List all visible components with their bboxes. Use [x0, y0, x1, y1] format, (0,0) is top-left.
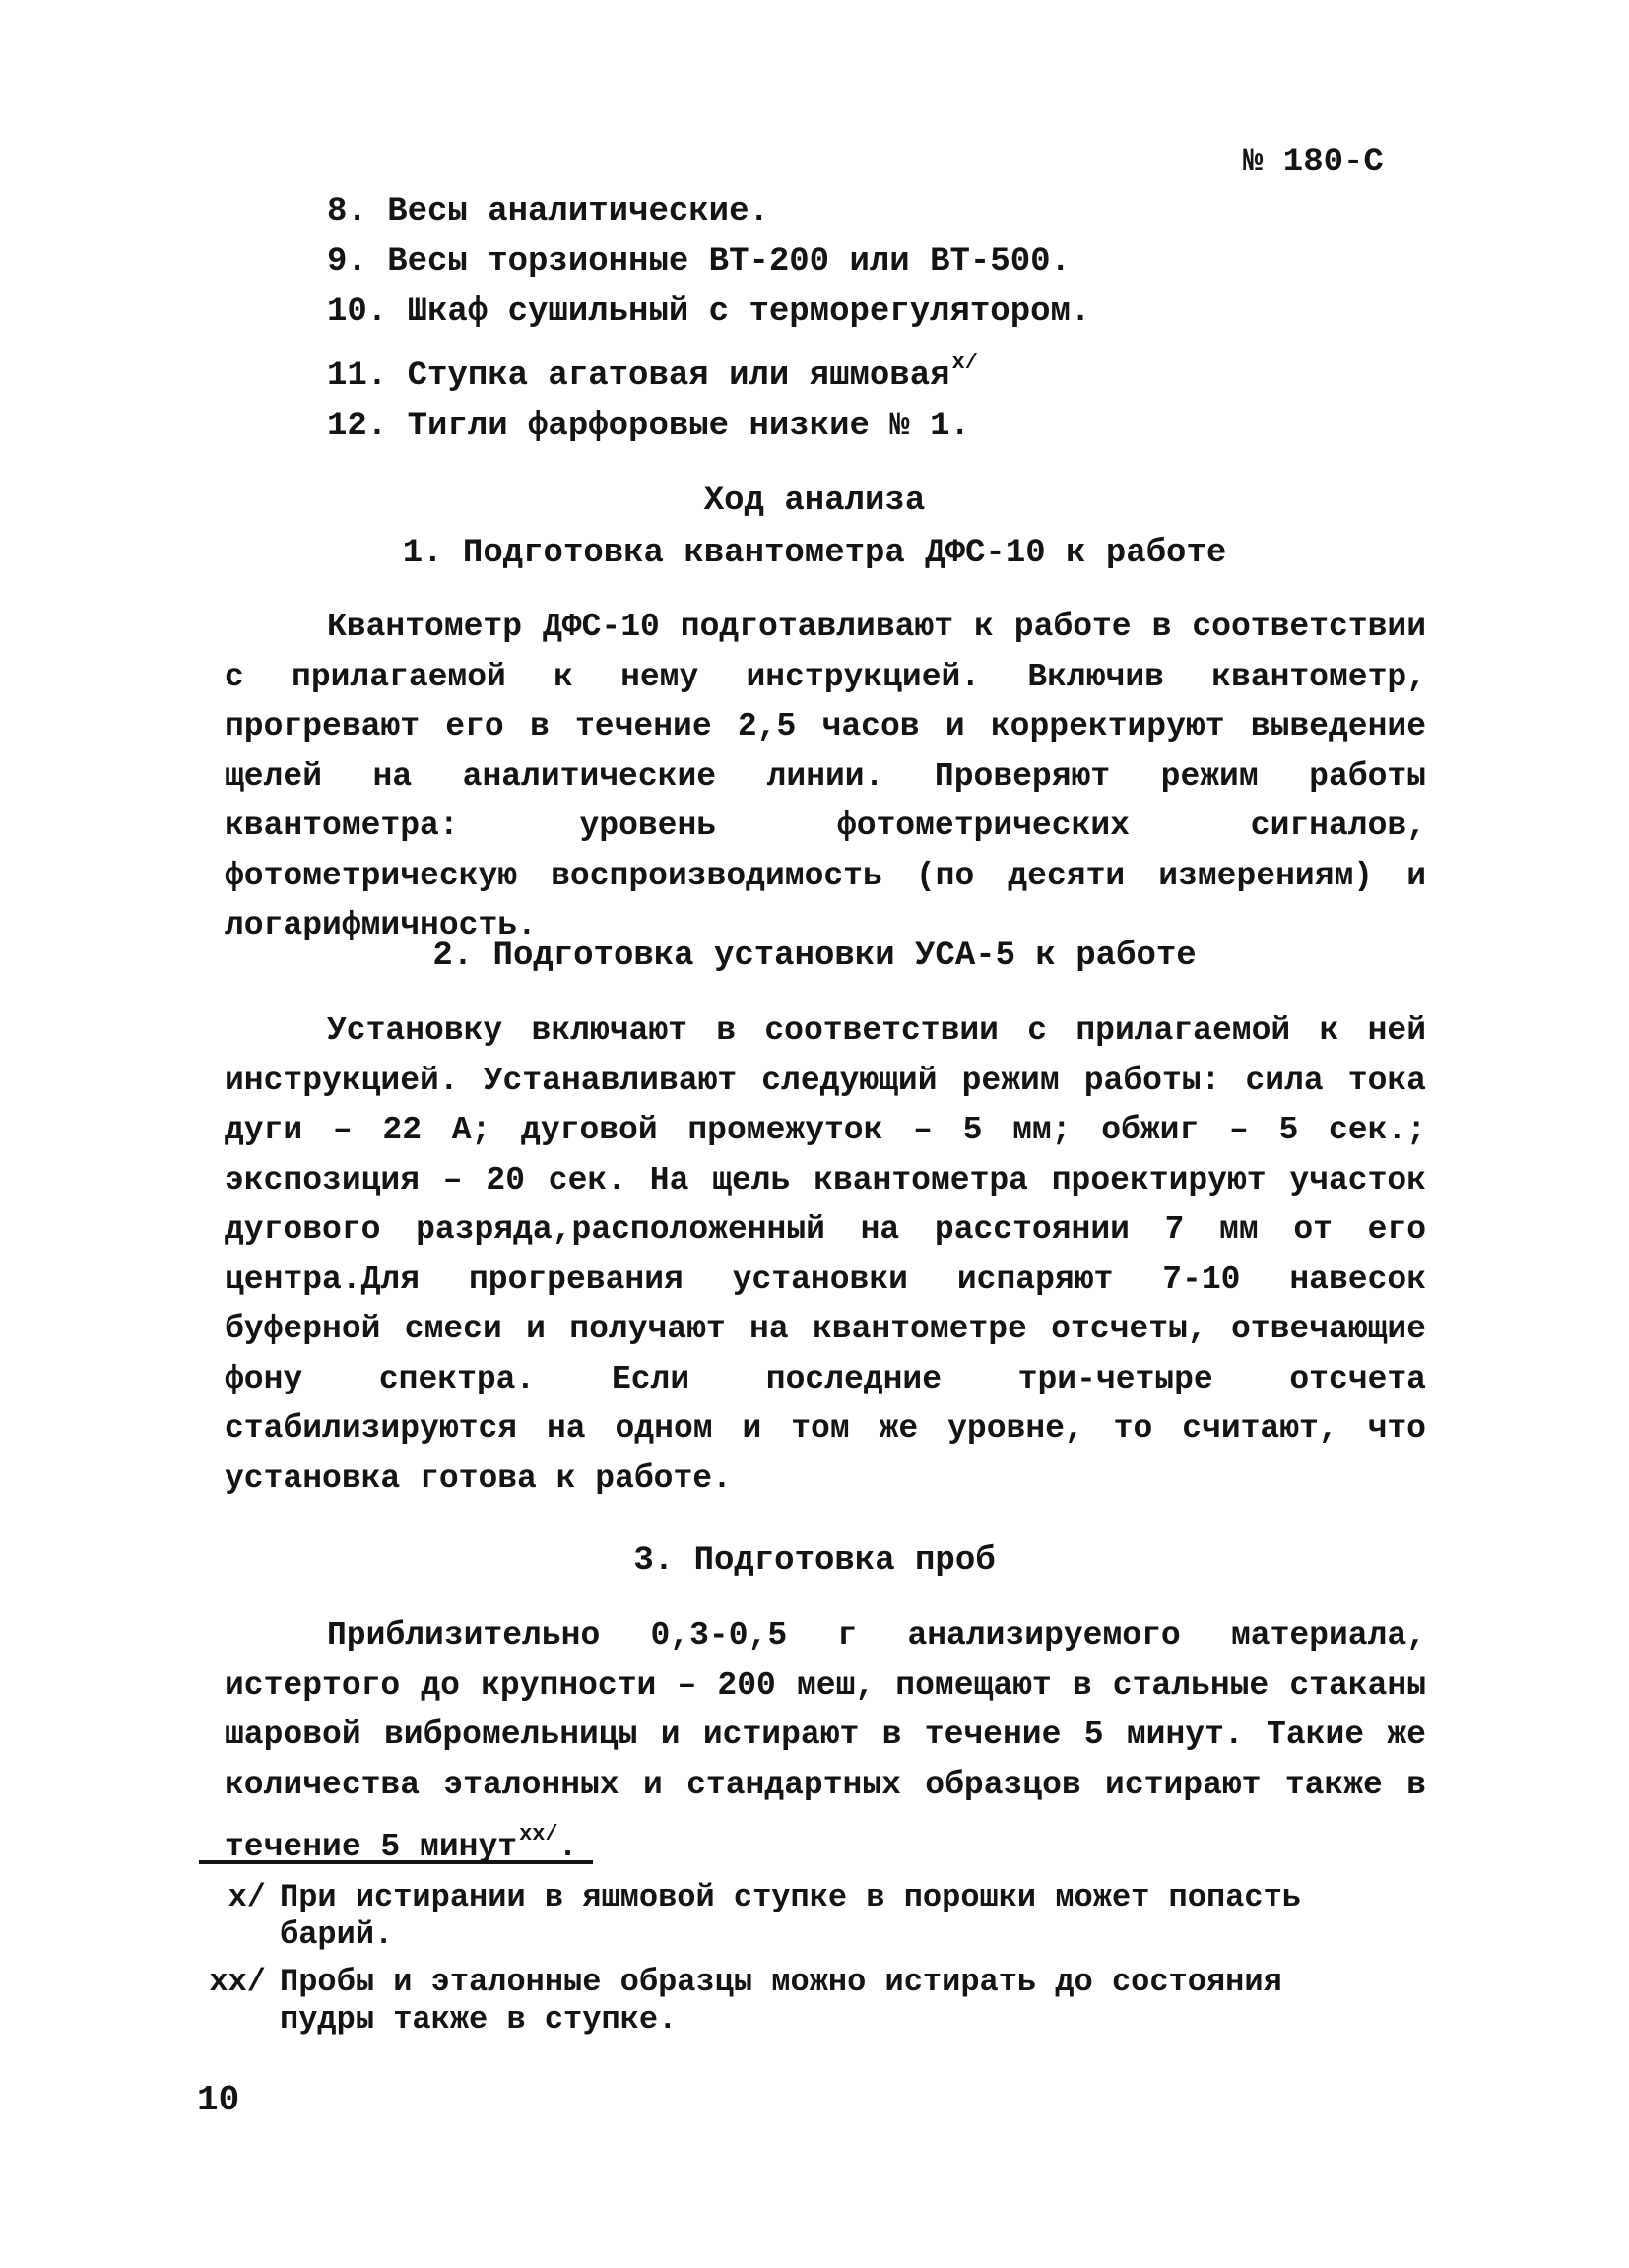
equipment-item-text: 9. Весы торзионные ВТ-200 или ВТ-500. — [327, 243, 1071, 281]
footnote — [187, 1964, 1389, 2039]
equipment-item-text: 8. Весы аналитические. — [327, 193, 769, 230]
equipment-item — [327, 338, 1509, 402]
footnote-mark: хх/ — [209, 1964, 266, 2000]
footnote-reference: xx/ — [519, 1822, 558, 1847]
footnote-mark: х/ — [228, 1879, 266, 1915]
footnote-divider — [199, 1860, 593, 1864]
footnote — [187, 1879, 1389, 1954]
section-3-text: Приблизительно 0,3-0,5 г анализируемого материала, истертого до крупности – 200 меш, помещают в стальные стаканы шаровой вибромельницы и истирают в течение 5 минут. Такие же количества эталонных и стандартных образцов истирают также в течение 5 минут — [225, 1617, 1426, 1865]
section-1-title: 1. Подготовка квантометра ДФС-10 к работе — [402, 535, 1227, 572]
section-1-paragraph: Квантометр ДФС-10 подготавливают к работе в соответствии с прилагаемой к нему инструкцией. Включив квантометр, прогревают его в течение 2,5 часов и корректируют выведение щелей на аналитические линии. Проверяют режим работы квантометра: уровень фотометрических сигналов, фотометрическую воспроизводимость (по десяти измерениям) и логарифмичность. — [225, 609, 1426, 943]
equipment-item-text: 11. Ступка агатовая или яшмовая — [327, 357, 950, 395]
equipment-list — [327, 187, 1509, 452]
equipment-item — [327, 237, 1509, 288]
section-3-text-end: . — [557, 1829, 578, 1865]
section-3-paragraph — [225, 1611, 1426, 1873]
equipment-item-text: 12. Тигли фарфоровые низкие № 1. — [327, 408, 970, 445]
equipment-item — [327, 288, 1509, 338]
section-2-title: 2. Подготовка установки УСА-5 к работе — [432, 938, 1197, 975]
equipment-item — [327, 187, 1509, 237]
document-number: № 180-С — [1243, 144, 1384, 181]
footnote-reference: x/ — [951, 351, 978, 375]
footnote-text: Пробы и эталонные образцы можно истирать до состояния пудры также в ступке. — [280, 1964, 1282, 2038]
equipment-item-text: 10. Шкаф сушильный с терморегулятором. — [327, 293, 1091, 331]
section-2-paragraph: Установку включают в соответствии с прилагаемой к ней инструкцией. Устанавливают следующий режим работы: сила тока дуги – 22 А; дуговой промежуток – 5 мм; обжиг – 5 сек.; экспозиция – 20 сек. На щель квантометра проектируют участок дугового разряда,расположенный на расстоянии 7 мм от его центра.Для прогревания установки испаряют 7-10 навесок буферной смеси и получают на квантометре отсчеты, отвечающие фону спектра. Если последние три-четыре отсчета стабилизируются на одном и том же уровне, то считают, что установка готова к работе. — [225, 1012, 1426, 1497]
footnote-text: При истирании в яшмовой ступке в порошки может попасть барий. — [280, 1879, 1301, 1953]
analysis-title: Ход анализа — [703, 483, 926, 520]
page-number: 10 — [197, 2080, 240, 2120]
equipment-item — [327, 402, 1509, 452]
section-3-title: 3. Подготовка проб — [633, 1542, 996, 1580]
